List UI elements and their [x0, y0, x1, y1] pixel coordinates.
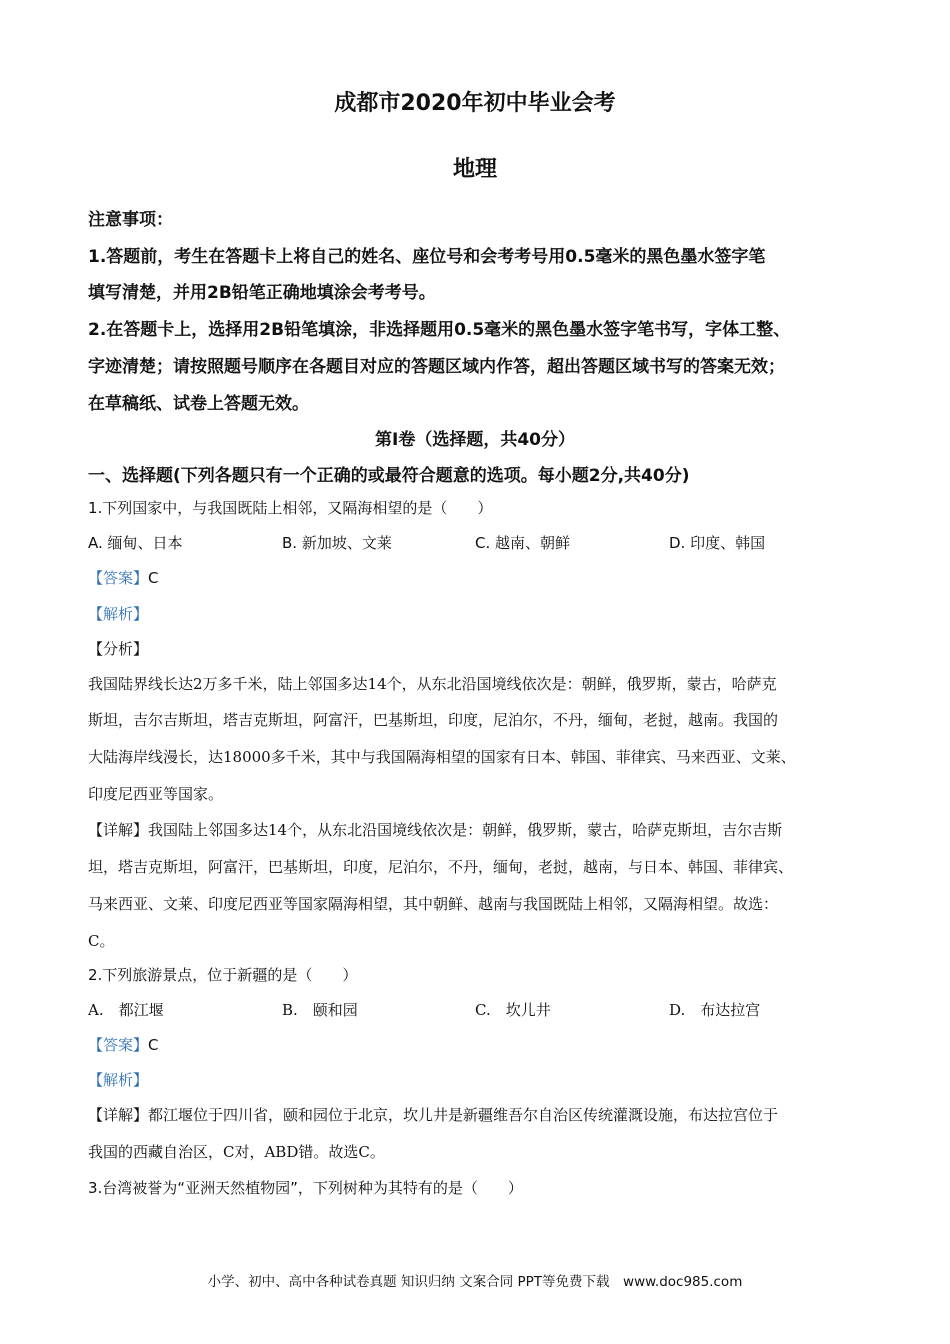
fenxi-line: 印度尼西亚等国家。	[88, 785, 224, 803]
exam-title: 成都市2020年初中毕业会考	[334, 91, 616, 116]
answer-value: C	[148, 569, 159, 587]
q1-detail-line	[88, 819, 782, 840]
question-1: 1.下列国家中，与我国既陆上相邻，又隔海相望的是（ ）	[88, 499, 493, 517]
q2-option-a: A. 都江堰	[88, 1001, 164, 1019]
notice-line: 字迹清楚；请按照题号顺序在各题目对应的答题区域内作答，超出答题区域书写的答案无效；	[88, 357, 785, 377]
notice-line: 在草稿纸、试卷上答题无效。	[88, 394, 309, 414]
analysis-tag: 【解析】	[88, 605, 149, 623]
detail-text: 我国陆上邻国多达14个，从东北沿国境线依次是：朝鲜，俄罗斯，蒙古，哈萨克斯坦，吉尔吉斯	[148, 821, 783, 839]
fenxi-line: 我国陆界线长达2万多千米，陆上邻国多达14个，从东北沿国境线依次是：朝鲜，俄罗斯，蒙古，哈萨克	[88, 675, 777, 693]
q1-option-b: B. 新加坡、文莱	[282, 534, 392, 552]
answer-value: C	[148, 1036, 159, 1054]
detail-text: 都江堰位于四川省，颐和园位于北京，坎儿井是新疆维吾尔自治区传统灌溉设施，布达拉宫位于	[148, 1106, 779, 1124]
question-2: 2.下列旅游景点，位于新疆的是（ ）	[88, 966, 358, 984]
answer-tag: 【答案】	[88, 569, 149, 587]
q2-option-c: C. 坎儿井	[475, 1001, 551, 1019]
q2-option-d: D. 布达拉宫	[669, 1001, 761, 1019]
notice-heading: 注意事项：	[88, 210, 173, 230]
q2-option-b: B. 颐和园	[282, 1001, 358, 1019]
section-title: 第Ⅰ卷（选择题，共40分）	[375, 430, 575, 450]
detail-line: C。	[88, 932, 115, 950]
question-3: 3.台湾被誉为“亚洲天然植物园”，下列树种为其特有的是（ ）	[88, 1179, 523, 1197]
q2-answer-row	[88, 1034, 159, 1055]
fenxi-line: 斯坦，吉尔吉斯坦，塔吉克斯坦，阿富汗，巴基斯坦，印度，尼泊尔，不丹，缅甸，老挝，越南。我国的	[88, 711, 779, 729]
q1-option-d: D. 印度、韩国	[669, 534, 766, 552]
q1-answer-row	[88, 567, 159, 588]
notice-line: 1.答题前，考生在答题卡上将自己的姓名、座位号和会考考号用0.5毫米的黑色墨水签字笔	[88, 247, 766, 267]
footer-text: 小学、初中、高中各种试卷真题 知识归纳 文案合同 PPT等免费下载 www.doc985.com	[207, 1274, 743, 1290]
detail-line: 我国的西藏自治区，C对，ABD错。故选C。	[88, 1143, 385, 1161]
notice-line: 2.在答题卡上，选择用2B铅笔填涂，非选择题用0.5毫米的黑色墨水签字笔书写，字体工整、	[88, 320, 791, 340]
detail-tag: 【详解】	[88, 821, 149, 839]
detail-line: 马来西亚、文莱、印度尼西亚等国家隔海相望，其中朝鲜、越南与我国既陆上相邻，又隔海相望。故选：	[88, 895, 779, 913]
detail-tag: 【详解】	[88, 1106, 149, 1124]
analysis-tag: 【解析】	[88, 1071, 149, 1089]
q1-option-c: C. 越南、朝鲜	[475, 534, 571, 552]
answer-tag: 【答案】	[88, 1036, 149, 1054]
part-heading: 一、选择题(下列各题只有一个正确的或最符合题意的选项。每小题2分,共40分)	[88, 466, 690, 486]
q1-option-a: A. 缅甸、日本	[88, 534, 183, 552]
fenxi-line: 大陆海岸线漫长，达18000多千米，其中与我国隔海相望的国家有日本、韩国、菲律宾、马来西亚、文莱、	[88, 748, 796, 766]
subject-title: 地理	[452, 157, 497, 182]
notice-line: 填写清楚，并用2B铅笔正确地填涂会考考号。	[88, 283, 436, 303]
q2-detail-line	[88, 1104, 778, 1125]
fenxi-tag: 【分析】	[88, 640, 149, 658]
detail-line: 坦，塔吉克斯坦，阿富汗，巴基斯坦，印度，尼泊尔，不丹，缅甸，老挝，越南，与日本、韩国、菲律宾、	[88, 858, 794, 876]
